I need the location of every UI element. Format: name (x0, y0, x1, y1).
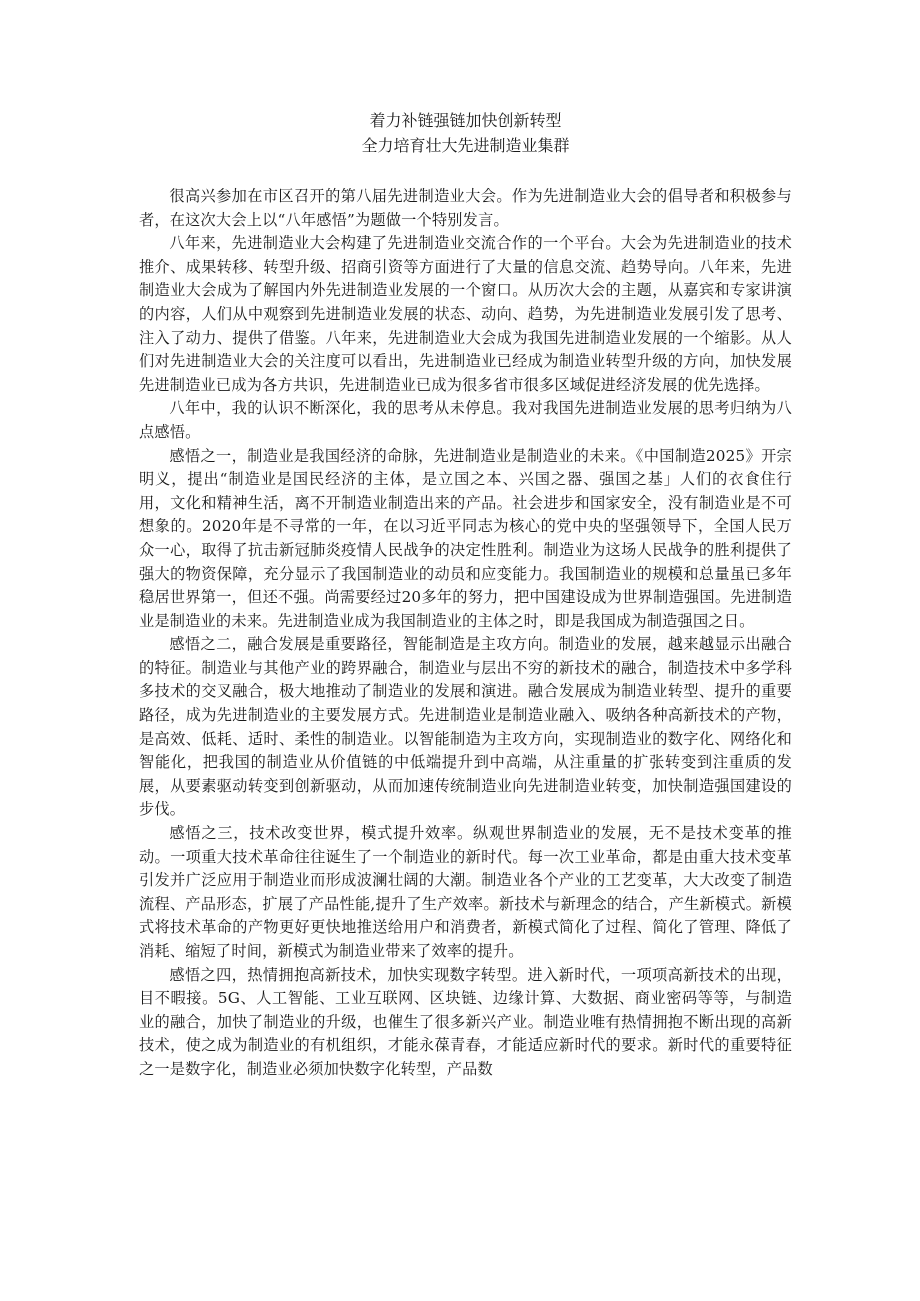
paragraph: 八年来，先进制造业大会构建了先进制造业交流合作的一个平台。大会为先进制造业的技术推介、成果转移、转型升级、招商引资等方面进行了大量的信息交流、趋势导向。八年来，先进制造业大会成为了解国内外先进制造业发展的一个窗口。从历次大会的主题，从嘉宾和专家讲演的内容，人们从中观察到先进制造业发展的状态、动向、趋势，为先进制造业发展引发了思考、注入了动力、提供了借鉴。八年来，先进制造业大会成为我国先进制造业发展的一个缩影。从人们对先进制造业大会的关注度可以看出，先进制造业已经成为制造业转型升级的方向，加快发展先进制造业已成为各方共识，先进制造业已成为很多省市很多区域促进经济发展的优先选择。 (139, 234, 792, 394)
paragraph: 感悟之一，制造业是我国经济的命脉，先进制造业是制造业的未来。《中国制造2025》开宗明义，提出“制造业是国民经济的主体，是立国之本、兴国之器、强国之基」人们的衣食住行用，文化和精神生活，离不开制造业制造出来的产品。社会进步和国家安全，没有制造业是不可想象的。2020年是不寻常的一年，在以习近平同志为核心的党中央的坚强领导下，全国人民万众一心，取得了抗击新冠肺炎疫情人民战争的决定性胜利。制造业为这场人民战争的胜利提供了强大的物资保障，充分显示了我国制造业的动员和应变能力。我国制造业的规模和总量虽已多年稳居世界第一，但还不强。尚需要经过20多年的努力，把中国建设成为世界制造强国。先进制造业是制造业的未来。先进制造业成为我国制造业的主体之时，即是我国成为制造强国之日。 (139, 446, 792, 630)
title-block (139, 108, 792, 158)
paragraph: 很高兴参加在市区召开的第八届先进制造业大会。作为先进制造业大会的倡导者和积极参与者，在这次大会上以“八年感悟”为题做一个特别发言。 (139, 187, 792, 229)
document-page (139, 108, 792, 1082)
paragraph: 感悟之三，技术改变世界，模式提升效率。纵观世界制造业的发展，无不是技术变革的推动。一项重大技术革命往往诞生了一个制造业的新时代。每一次工业革命，都是由重大技术变革引发并广泛应用于制造业而形成波澜壮阔的大潮。制造业各个产业的工艺变革，大大改变了制造流程、产品形态，扩展了产品性能,提升了生产效率。新技术与新理念的结合，产生新模式。新模式将技术革命的产物更好更快地推送给用户和消费者，新模式简化了过程、简化了管理、降低了消耗、缩短了时间，新模式为制造业带来了效率的提升。 (139, 824, 792, 960)
paragraph: 感悟之二，融合发展是重要路径，智能制造是主攻方向。制造业的发展，越来越显示出融合的特征。制造业与其他产业的跨界融合，制造业与层出不穷的新技术的融合，制造技术中多学科多技术的交叉融合，极大地推动了制造业的发展和演进。融合发展成为制造业转型、提升的重要路径，成为先进制造业的主要发展方式。先进制造业是制造业融入、吸纳各种高新技术的产物，是高效、低耗、适时、柔性的制造业。以智能制造为主攻方向，实现制造业的数字化、网络化和智能化，把我国的制造业从价值链的中低端提升到中高端，从注重量的扩张转变到注重质的发展，从要素驱动转变到创新驱动，从而加速传统制造业向先进制造业转变，加快制造强国建设的步伐。 (139, 635, 792, 819)
document-title: 着力补链强链加快创新转型 (369, 111, 562, 130)
paragraph: 八年中，我的认识不断深化，我的思考从未停息。我对我国先进制造业发展的思考归纳为八点感悟。 (139, 399, 792, 441)
document-body (139, 185, 792, 1082)
paragraph: 感悟之四，热情拥抱高新技术，加快实现数字转型。进入新时代，一项项高新技术的出现，目不暇接。5G、人工智能、工业互联网、区块链、边缘计算、大数据、商业密码等等，与制造业的融合，加快了制造业的升级，也催生了很多新兴产业。制造业唯有热情拥抱不断出现的高新技术，使之成为制造业的有机组织，才能永葆青春，才能适应新时代的要求。新时代的重要特征之一是数字化，制造业必须加快数字化转型，产品数 (139, 965, 792, 1078)
document-subtitle: 全力培育壮大先进制造业集群 (361, 136, 570, 155)
